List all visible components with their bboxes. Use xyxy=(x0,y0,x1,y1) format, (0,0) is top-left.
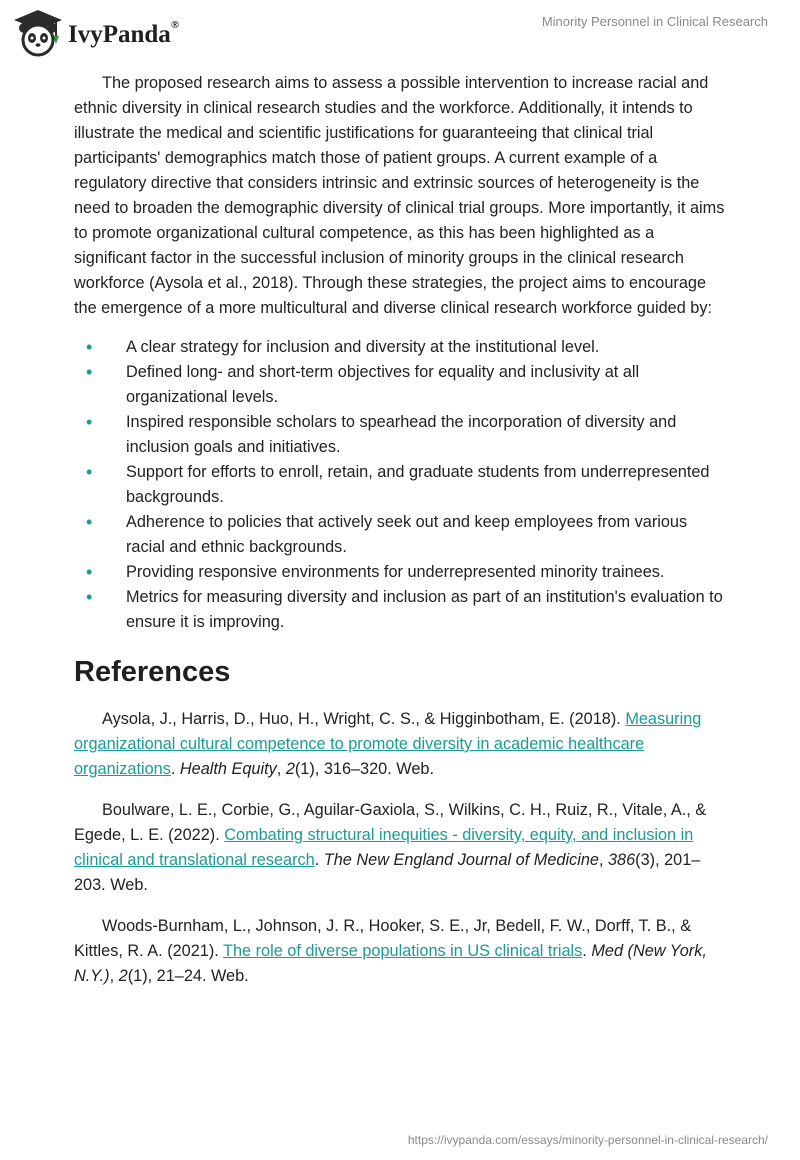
reference-journal: The New England Journal of Medicine xyxy=(323,851,599,869)
strategy-list xyxy=(74,335,726,635)
reference-link[interactable]: Combating structural inequities - diversity, equity, and inclusion in clinical and translational research xyxy=(74,826,694,869)
panda-graduate-icon xyxy=(12,8,64,58)
list-item: • Providing responsive environments for underrepresented minority trainees. xyxy=(74,560,726,585)
reference-authors: Woods-Burnham, L., Johnson, J. R., Hooker, S. E., Jr, Bedell, F. W., Dorff, T. B., & Kittles, R. A. (2021). xyxy=(74,917,692,960)
reference-entry: Boulware, L. E., Corbie, G., Aguilar-Gaxiola, S., Wilkins, C. H., Ruiz, R., Vitale, A., & Egede, L. E. (2022). Combating structural inequities - diversity, equity, and inclusion in clinical and translational research. The New England Journal of Medicine, 386(3), 201–203. Web. xyxy=(74,801,707,894)
list-item: • A clear strategy for inclusion and diversity at the institutional level. xyxy=(74,335,726,360)
reference-volume: 2 xyxy=(118,967,128,985)
reference-entry: Woods-Burnham, L., Johnson, J. R., Hooker, S. E., Jr, Bedell, F. W., Dorff, T. B., & Kittles, R. A. (2021). The role of diverse populations in US clinical trials. Med (New York, N.Y.), 2(1), 21–24. Web. xyxy=(74,917,707,985)
brand-name: IvyPanda® xyxy=(68,19,180,48)
list-item: • Adherence to policies that actively seek out and keep employees from various racial and ethnic backgrounds. xyxy=(74,510,726,560)
page-header xyxy=(0,0,800,70)
reference-volume: 2 xyxy=(285,760,295,778)
references-heading: References xyxy=(74,656,231,688)
reference-authors: Aysola, J., Harris, D., Huo, H., Wright, C. S., & Higginbotham, E. (2018). xyxy=(102,710,626,728)
reference-entry: Aysola, J., Harris, D., Huo, H., Wright, C. S., & Higginbotham, E. (2018). Measuring organizational cultural competence to promote diversity in academic healthcare organizations. Health Equity, 2(1), 316–320. Web. xyxy=(74,710,702,778)
list-item: • Metrics for measuring diversity and inclusion as part of an institution's evaluation to ensure it is improving. xyxy=(74,585,726,635)
ivypanda-logo[interactable] xyxy=(12,8,179,58)
essay-content xyxy=(74,71,726,1005)
source-url[interactable]: https://ivypanda.com/essays/minority-personnel-in-clinical-research/ xyxy=(407,1133,768,1147)
list-item: • Inspired responsible scholars to spearhead the incorporation of diversity and inclusion goals and initiatives. xyxy=(74,410,726,460)
reference-volume: 386 xyxy=(608,851,636,869)
list-item: • Support for efforts to enroll, retain, and graduate students from underrepresented backgrounds. xyxy=(74,460,726,510)
reference-journal: Med (New York, N.Y.) xyxy=(74,942,707,985)
reference-authors: Boulware, L. E., Corbie, G., Aguilar-Gaxiola, S., Wilkins, C. H., Ruiz, R., Vitale, A., & Egede, L. E. (2022). xyxy=(74,801,707,844)
document-title: Minority Personnel in Clinical Research xyxy=(541,14,768,29)
reference-link[interactable]: Measuring organizational cultural competence to promote diversity in academic healthcare organizations xyxy=(74,710,702,778)
reference-journal: Health Equity xyxy=(179,760,277,778)
intro-paragraph: The proposed research aims to assess a possible intervention to increase racial and ethnic diversity in clinical research studies and the workforce. Additionally, it intends to illustrate the medical and scientific justifications for guaranteeing that clinical trial participants' demographics match those of patient groups. A current example of a regulatory directive that considers intrinsic and extrinsic sources of heterogeneity is the need to broaden the demographic diversity of clinical trial groups. More importantly, it aims to promote organizational cultural competence, as this has been highlighted as a significant factor in the successful inclusion of minority groups in the clinical research workforce (Aysola et al., 2018). Through these strategies, the project aims to encourage the emergence of a more multicultural and diverse clinical research workforce guided by: xyxy=(74,74,725,317)
list-item: • Defined long- and short-term objectives for equality and inclusivity at all organizational levels. xyxy=(74,360,726,410)
reference-link[interactable]: The role of diverse populations in US clinical trials xyxy=(223,942,583,960)
